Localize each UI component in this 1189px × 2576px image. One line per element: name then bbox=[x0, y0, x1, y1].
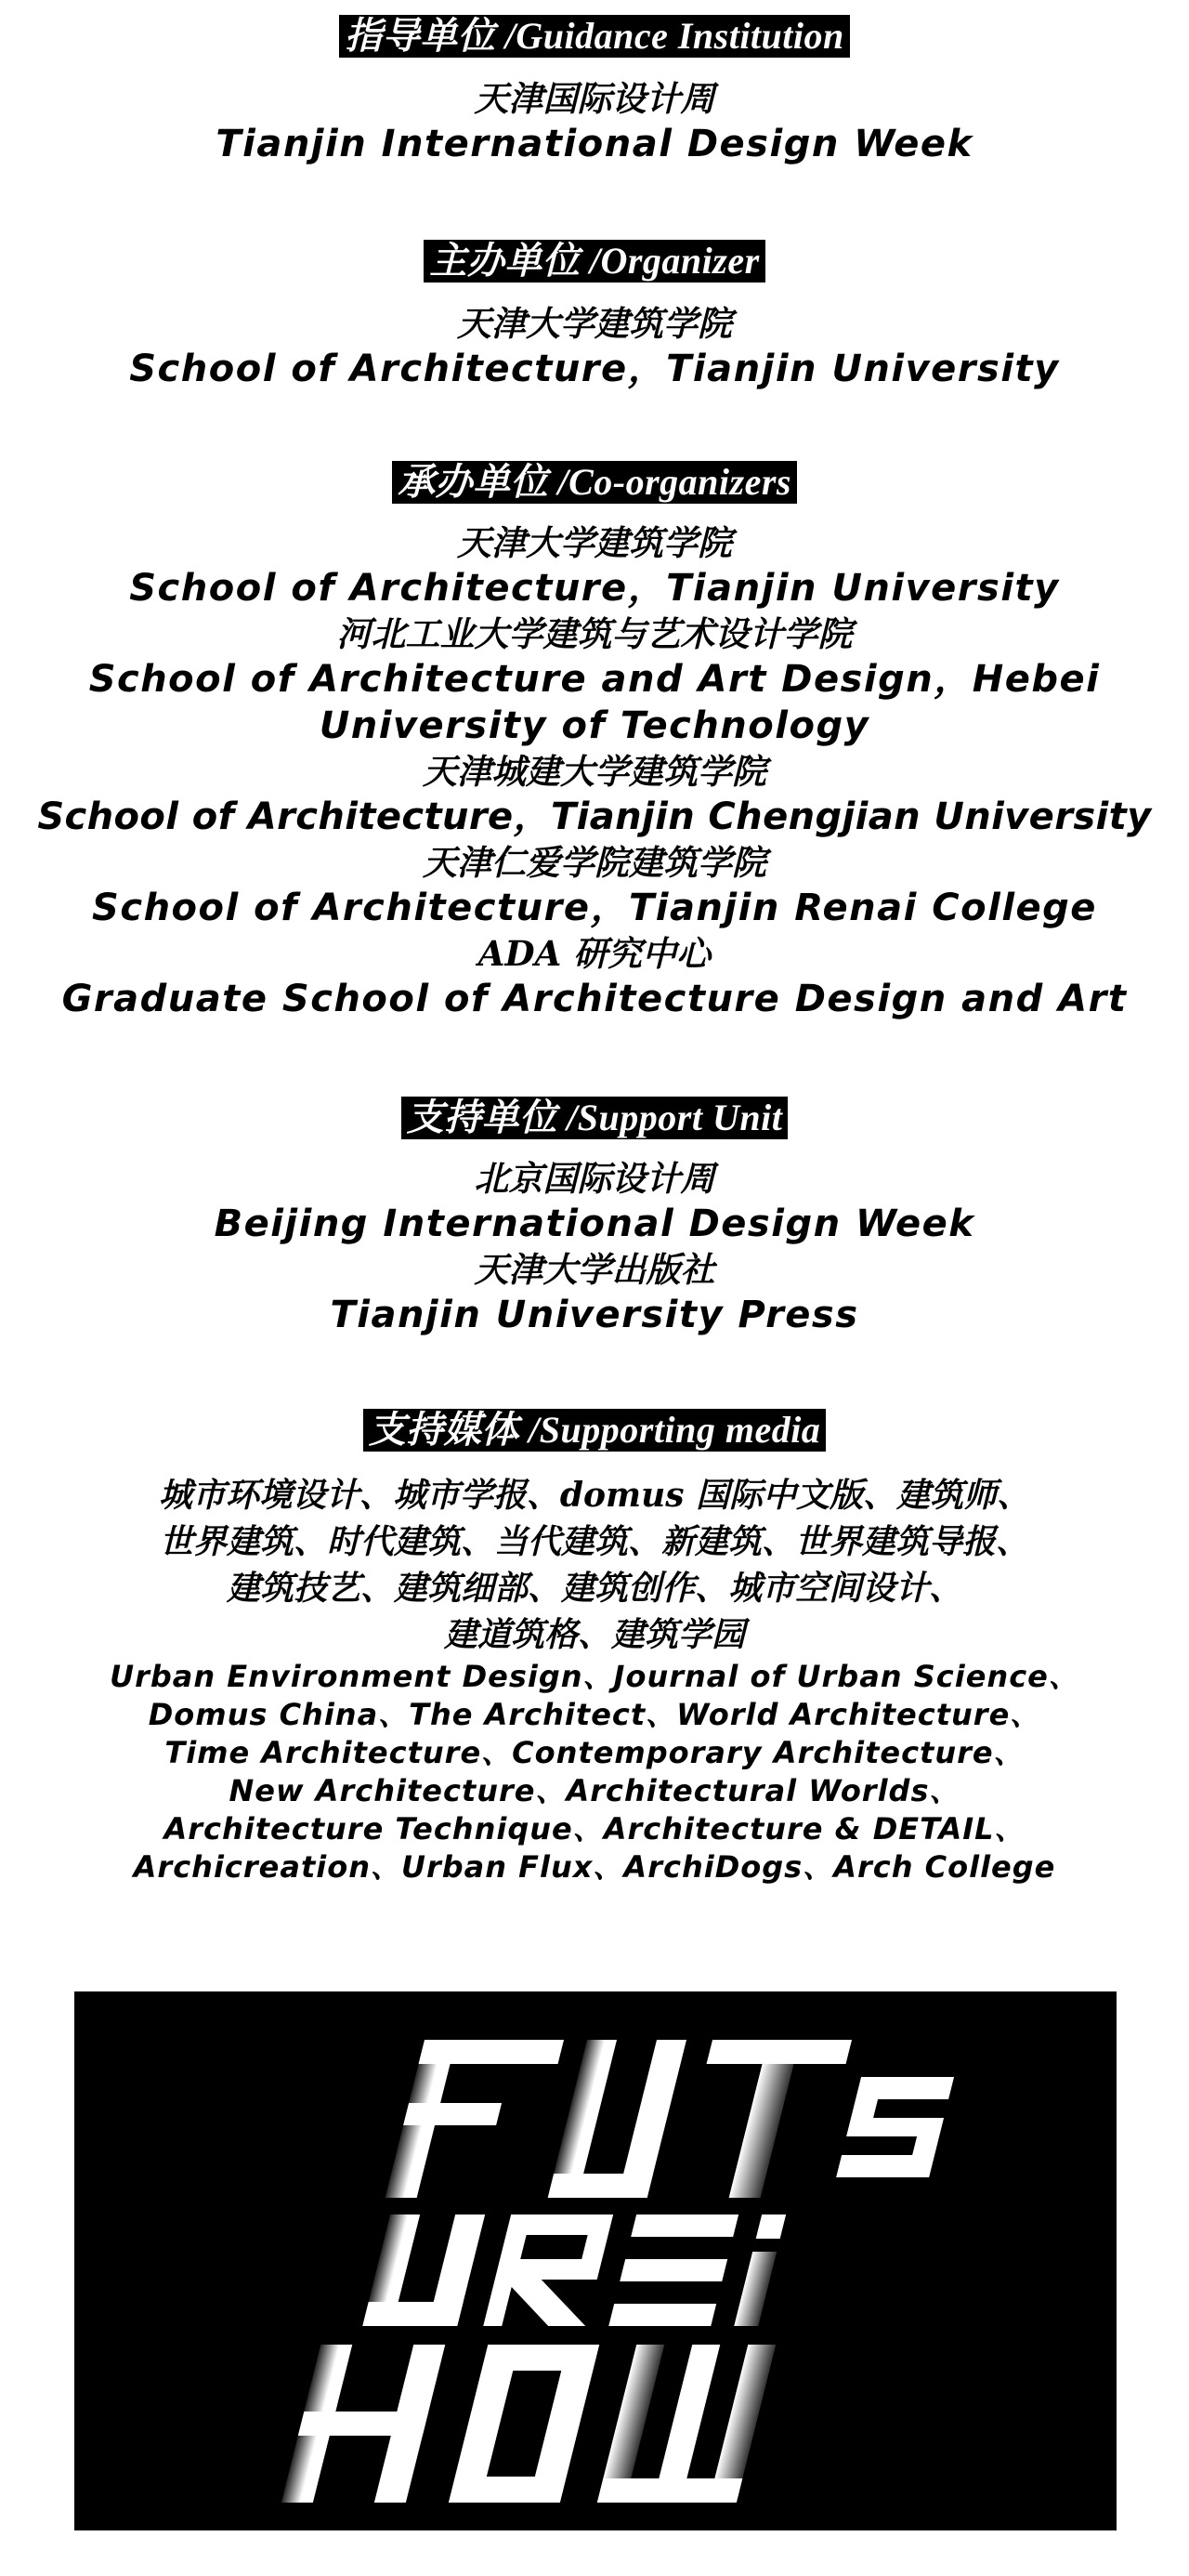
organizer-item-cn: 天津大学建筑学院 bbox=[457, 303, 732, 344]
media-en-line: Urban Environment Design、Journal of Urban Science、 bbox=[110, 1659, 1079, 1694]
co-organizer-line: 河北工业大学建筑与艺术设计学院 bbox=[336, 613, 853, 654]
co-organizers-section bbox=[0, 461, 1189, 1022]
media-cn-line: 城市环境设计、城市学报、domus 国际中文版、建筑师、 bbox=[158, 1476, 1031, 1515]
media-cn-line: 世界建筑、时代建筑、当代建筑、新建筑、世界建筑导报、 bbox=[159, 1522, 1029, 1561]
supporting-media-heading: 支持媒体 /Supporting media bbox=[363, 1409, 827, 1452]
co-organizer-line: School of Architecture，Tianjin Chengjian University bbox=[37, 795, 1152, 838]
guidance-heading: 指导单位 /Guidance Institution bbox=[339, 15, 850, 58]
guidance-item-cn: 天津国际设计周 bbox=[474, 78, 715, 119]
support-unit-line: Tianjin University Press bbox=[330, 1294, 859, 1336]
co-organizer-line: ADA 研究中心 bbox=[477, 933, 712, 974]
future-is-now-logo bbox=[74, 1991, 1117, 2530]
co-organizer-line: Graduate School of Architecture Design and Art bbox=[61, 978, 1128, 1020]
support-unit-line: 北京国际设计周 bbox=[474, 1158, 715, 1199]
co-organizer-line: School of Architecture，Tianjin University bbox=[129, 567, 1060, 610]
supporting-media-section bbox=[0, 1409, 1189, 1886]
logo-row-future bbox=[385, 2040, 963, 2198]
media-en-line: Time Architecture、Contemporary Architecture、 bbox=[164, 1735, 1025, 1770]
media-en-line: New Architecture、Architectural Worlds、 bbox=[229, 1773, 960, 1808]
media-cn-line: 建道筑格、建筑学园 bbox=[443, 1615, 745, 1654]
support-unit-section bbox=[0, 1097, 1189, 1338]
co-organizer-line: 天津城建大学建筑学院 bbox=[423, 751, 766, 792]
media-en-line: Architecture Technique、Architecture & DETAIL、 bbox=[163, 1811, 1026, 1847]
organizer-section bbox=[0, 240, 1189, 392]
organizer-heading: 主办单位 /Organizer bbox=[424, 240, 764, 283]
support-unit-line: 天津大学出版社 bbox=[474, 1249, 715, 1290]
co-organizer-line: School of Architecture，Tianjin Renai College bbox=[92, 887, 1097, 929]
co-organizer-line: University of Technology bbox=[319, 704, 870, 747]
organizer-item-en: School of Architecture，Tianjin University bbox=[129, 348, 1060, 390]
co-organizer-line: 天津仁爱学院建筑学院 bbox=[423, 842, 766, 883]
media-en-line: Domus China、The Architect、World Architecture、 bbox=[148, 1697, 1041, 1732]
support-unit-heading: 支持单位 /Support Unit bbox=[401, 1097, 789, 1139]
support-unit-line: Beijing International Design Week bbox=[214, 1203, 975, 1245]
co-organizer-line: 天津大学建筑学院 bbox=[457, 522, 732, 563]
logo-row-how bbox=[281, 2345, 776, 2503]
guidance-section bbox=[0, 15, 1189, 167]
media-en-line: Archicreation、Urban Flux、ArchiDogs、Arch College bbox=[133, 1849, 1056, 1885]
logo-row-ure bbox=[362, 2215, 786, 2326]
media-cn-line: 建筑技艺、建筑细部、建筑创作、城市空间设计、 bbox=[226, 1569, 962, 1608]
co-organizers-heading: 承办单位 /Co-organizers bbox=[392, 461, 797, 504]
logo-artwork bbox=[74, 1991, 1117, 2530]
co-organizer-line: School of Architecture and Art Design，Hebei bbox=[88, 658, 1101, 701]
guidance-item-en: Tianjin International Design Week bbox=[216, 123, 973, 165]
